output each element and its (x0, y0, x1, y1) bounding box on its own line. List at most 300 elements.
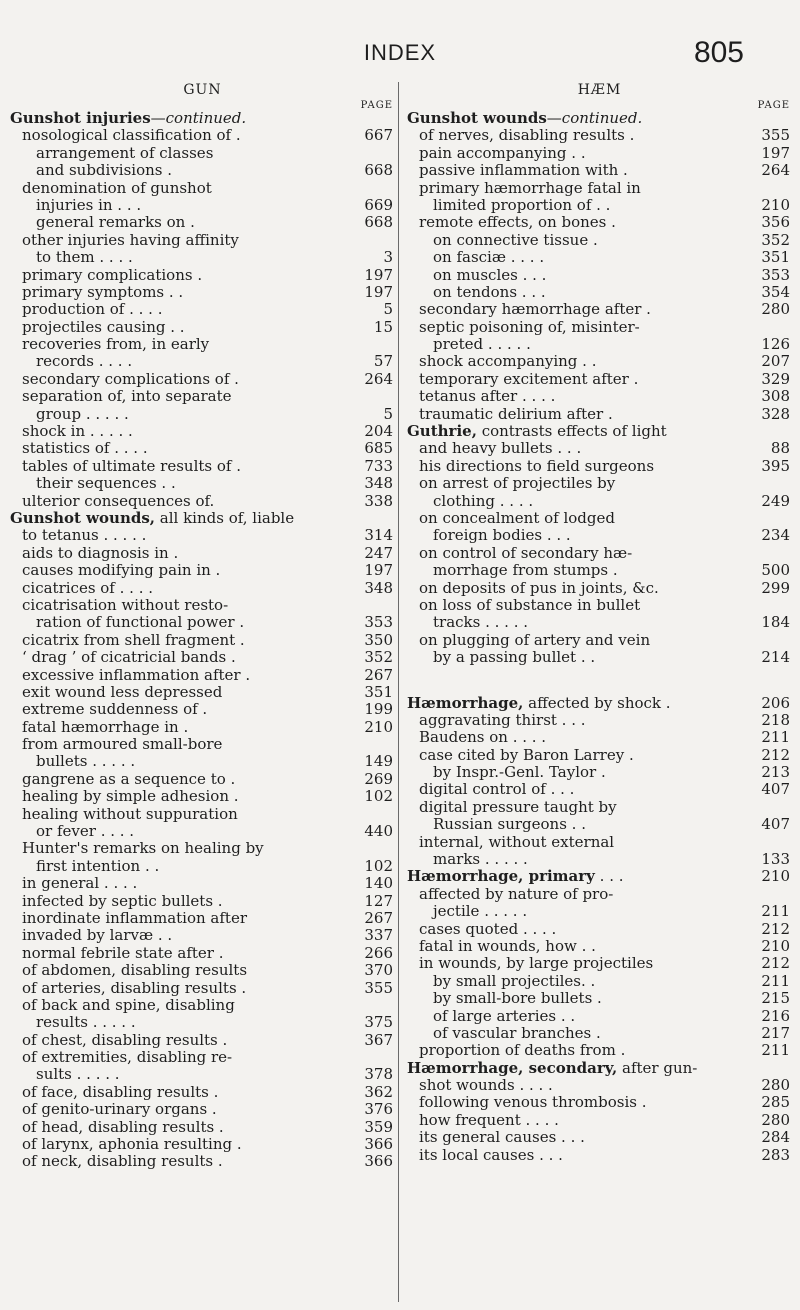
entry-description: tracks . . . . . (433, 613, 529, 632)
index-subentry (10, 127, 395, 144)
page-column-label: PAGE (757, 100, 790, 111)
entry-description: arrangement of classes (36, 143, 214, 162)
index-subentry (10, 1119, 395, 1136)
entry-dash: — (150, 109, 166, 127)
index-subentry (10, 771, 395, 788)
entry-description: and subdivisions . (36, 161, 173, 180)
entry-description: of neck, disabling results . (22, 1152, 223, 1171)
entry-text (36, 753, 135, 770)
index-subentry (10, 875, 395, 892)
entry-text (36, 162, 172, 179)
index-subentry (10, 823, 395, 840)
entry-text (22, 493, 214, 510)
entry-description: causes modifying pain in . (22, 561, 221, 580)
entry-text (433, 562, 618, 579)
entry-description: separation of, into separate (22, 387, 232, 406)
entry-text (419, 371, 638, 388)
entry-text (433, 527, 571, 544)
entry-text (419, 799, 617, 816)
entry-description: pain accompanying . . (419, 143, 586, 162)
entry-text (22, 667, 250, 684)
index-subentry (407, 834, 792, 851)
column-divider (398, 82, 399, 1302)
index-entry-heading (407, 110, 792, 127)
entry-text (419, 729, 546, 746)
index-subentry (407, 214, 792, 231)
index-subentry (10, 197, 395, 214)
index-subentry (10, 753, 395, 770)
entry-text (419, 545, 632, 562)
entry-text (419, 834, 614, 851)
page-reference: 211 (761, 902, 790, 921)
index-subentry (10, 719, 395, 736)
page-reference: 376 (364, 1100, 393, 1119)
entry-text (407, 1060, 697, 1077)
entry-text (22, 440, 148, 457)
page-reference: 351 (761, 248, 790, 267)
entry-text (433, 990, 602, 1007)
entry-description: cicatrix from shell fragment . (22, 630, 245, 649)
entry-text (407, 868, 624, 885)
entry-heading-term: Hæmorrhage, secondary, (407, 1058, 618, 1077)
entry-description: their sequences . . (36, 474, 176, 493)
page-reference: 57 (373, 352, 393, 371)
entry-description: jectile . . . . . (433, 902, 528, 921)
page-reference: 351 (364, 682, 393, 701)
page-reference: 266 (364, 943, 393, 962)
entry-description: recoveries from, in early (22, 335, 210, 354)
page-reference: 197 (364, 561, 393, 580)
page-reference: 370 (364, 961, 393, 980)
entry-description: proportion of deaths from . (419, 1041, 626, 1060)
index-title: INDEX (363, 40, 437, 65)
page-reference: 366 (364, 1152, 393, 1171)
index-subentry (10, 1101, 395, 1118)
index-subentry (10, 1049, 395, 1066)
entry-text (419, 1042, 625, 1059)
entry-description: clothing . . . . (433, 491, 534, 510)
index-subentry (10, 1136, 395, 1153)
index-subentry (407, 1008, 792, 1025)
index-subentry (407, 458, 792, 475)
entry-text (22, 632, 245, 649)
page-reference: 149 (364, 752, 393, 771)
index-subentry (10, 371, 395, 388)
entry-description: his directions to field surgeons (419, 456, 655, 475)
index-subentry (407, 475, 792, 492)
entry-description: following venous thrombosis . (419, 1093, 647, 1112)
entry-text (22, 719, 188, 736)
entry-text (419, 955, 653, 972)
entry-text (36, 823, 134, 840)
entry-description: statistics of . . . . (22, 439, 148, 458)
entry-description: digital pressure taught by (419, 797, 617, 816)
entry-text (22, 962, 247, 979)
entry-text (22, 1032, 227, 1049)
index-subentry (10, 353, 395, 370)
index-subentry (10, 388, 395, 405)
index-subentry (407, 781, 792, 798)
entry-text (22, 910, 247, 927)
entry-text (22, 1136, 242, 1153)
index-subentry (10, 301, 395, 318)
entry-description: shock in . . . . . (22, 422, 133, 441)
entry-text (22, 806, 238, 823)
index-subentry (407, 747, 792, 764)
entry-description: ulterior consequences of. (22, 491, 215, 510)
entry-text (419, 475, 615, 492)
index-subentry (10, 249, 395, 266)
page-reference: 215 (761, 989, 790, 1008)
entry-heading-term: Gunshot wounds, (10, 508, 156, 527)
page-reference: 207 (761, 352, 790, 371)
entry-description: fatal hæmorrhage in . (22, 717, 189, 736)
entry-text (22, 319, 185, 336)
entry-text (407, 423, 667, 440)
entry-description: group . . . . . (36, 404, 129, 423)
index-entry-heading (10, 110, 395, 127)
page-reference: 184 (761, 613, 790, 632)
entry-description: in general . . . . (22, 874, 138, 893)
page-reference: 210 (761, 195, 790, 214)
index-subentry (407, 545, 792, 562)
entry-description: digital control of . . . (419, 780, 575, 799)
index-subentry (407, 180, 792, 197)
page-reference: 500 (761, 561, 790, 580)
entry-text (419, 510, 615, 527)
page-header (0, 0, 800, 80)
index-subentry (10, 145, 395, 162)
entry-description: preted . . . . . (433, 335, 531, 354)
entry-description: on control of secondary hæ- (419, 543, 633, 562)
index-subentry (407, 232, 792, 249)
entry-description: all kinds of, liable (155, 508, 295, 527)
entry-text (419, 127, 634, 144)
index-subentry (407, 955, 792, 972)
entry-description: after gun- (617, 1058, 698, 1077)
index-subentry (407, 336, 792, 353)
index-subentry (407, 816, 792, 833)
entry-description: production of . . . . (22, 300, 163, 319)
index-subentry (407, 527, 792, 544)
entry-heading-term: Hæmorrhage, primary (407, 867, 595, 886)
entry-description: secondary hæmorrhage after . (419, 300, 651, 319)
entry-text (407, 110, 642, 127)
index-subentry (407, 597, 792, 614)
index-subentry (407, 886, 792, 903)
entry-text (36, 353, 132, 370)
entry-description: to them . . . . (36, 248, 133, 267)
entry-text (419, 214, 616, 231)
entry-text (10, 110, 246, 127)
entry-description: invaded by larvæ . . (22, 926, 173, 945)
page-column-label: PAGE (360, 100, 393, 111)
page-reference: 211 (761, 728, 790, 747)
entry-text (433, 816, 586, 833)
index-subentry (10, 858, 395, 875)
page-reference: 199 (364, 700, 393, 719)
index-column-left (10, 82, 395, 1171)
entry-text (419, 712, 586, 729)
entry-text (419, 781, 574, 798)
index-subentry (10, 788, 395, 805)
page-reference: 213 (761, 763, 790, 782)
entry-description: Baudens on . . . . (419, 728, 547, 747)
entry-description: of back and spine, disabling (22, 995, 235, 1014)
page-reference: 667 (364, 126, 393, 145)
entry-text (419, 632, 650, 649)
entry-text (22, 684, 222, 701)
index-entry-heading (407, 423, 792, 440)
index-subentry (10, 597, 395, 614)
page-number: 805 (693, 36, 744, 69)
entry-description: aids to diagnosis in . (22, 543, 179, 562)
entry-description: from armoured small-bore (22, 735, 223, 754)
entry-description: its general causes . . . (419, 1128, 585, 1147)
entry-text (22, 1049, 232, 1066)
page-reference: 352 (364, 648, 393, 667)
entry-description: to tetanus . . . . . (22, 526, 147, 545)
entry-text (419, 747, 634, 764)
index-subentry (407, 1112, 792, 1129)
entry-description: aggravating thirst . . . (419, 710, 586, 729)
entry-text (22, 458, 241, 475)
entry-text (419, 388, 555, 405)
entry-description: on fasciæ . . . . (433, 248, 545, 267)
entry-text (433, 764, 606, 781)
entry-text (36, 145, 213, 162)
entry-text (22, 545, 178, 562)
continued-label: continued. (561, 109, 643, 127)
page-reference: 440 (364, 822, 393, 841)
entry-description: affected by shock . (523, 693, 671, 712)
index-subentry (407, 973, 792, 990)
index-subentry (407, 764, 792, 781)
entry-text (407, 695, 671, 712)
index-subentry (10, 667, 395, 684)
entry-text (22, 701, 207, 718)
entry-description: exit wound less depressed (22, 682, 223, 701)
page-reference: 669 (364, 195, 393, 214)
guide-word: HÆM (577, 82, 622, 98)
index-subentry (10, 945, 395, 962)
entry-description: case cited by Baron Larrey . (419, 745, 634, 764)
index-subentry (10, 214, 395, 231)
entry-description: cicatrices of . . . . (22, 578, 154, 597)
page-reference: 350 (364, 630, 393, 649)
index-subentry (10, 440, 395, 457)
page-reference: 359 (364, 1117, 393, 1136)
entry-text (22, 127, 241, 144)
entry-heading-term: Guthrie, (407, 422, 477, 441)
entry-text (22, 980, 246, 997)
index-subentry (407, 440, 792, 457)
entry-text (419, 353, 596, 370)
entry-description: cicatrisation without resto- (22, 595, 229, 614)
index-subentry (407, 580, 792, 597)
page-reference: 366 (364, 1135, 393, 1154)
page-reference: 356 (761, 213, 790, 232)
entry-text (22, 875, 137, 892)
page-reference: 283 (761, 1145, 790, 1164)
page-reference: 395 (761, 456, 790, 475)
entry-text (419, 886, 613, 903)
entry-description: on arrest of projectiles by (419, 474, 616, 493)
page-reference: 362 (364, 1082, 393, 1101)
entry-description: general remarks on . (36, 213, 195, 232)
entry-description: on connective tissue . (433, 230, 598, 249)
entry-text (419, 162, 628, 179)
index-subentry (10, 336, 395, 353)
entry-description: tables of ultimate results of . (22, 456, 242, 475)
entry-description: gangrene as a sequence to . (22, 769, 236, 788)
entry-description: internal, without external (419, 832, 615, 851)
page-reference: 218 (761, 710, 790, 729)
entry-text (36, 406, 129, 423)
index-subentry (10, 423, 395, 440)
entry-text (22, 301, 162, 318)
page-reference: 140 (364, 874, 393, 893)
entry-description: of abdomen, disabling results (22, 961, 248, 980)
page-reference: 668 (364, 213, 393, 232)
entry-description: remote effects, on bones . (419, 213, 616, 232)
entry-description: in wounds, by large projectiles (419, 954, 654, 973)
index-subentry (10, 475, 395, 492)
entry-text (433, 493, 533, 510)
index-subentry (10, 736, 395, 753)
index-subentry (10, 580, 395, 597)
page-reference: 102 (364, 856, 393, 875)
entry-description: on loss of substance in bullet (419, 595, 641, 614)
index-subentry (10, 840, 395, 857)
index-subentry (407, 371, 792, 388)
page-reference: 267 (364, 908, 393, 927)
index-entry-heading (407, 1060, 792, 1077)
entry-description: shot wounds . . . . (419, 1076, 553, 1095)
entry-text (433, 284, 546, 301)
index-subentry (407, 267, 792, 284)
page-reference: 206 (761, 693, 790, 712)
index-subentry (10, 162, 395, 179)
page-reference: 102 (364, 787, 393, 806)
entry-text (36, 214, 195, 231)
entry-text (22, 527, 146, 544)
page-reference: 133 (761, 850, 790, 869)
index-subentry (10, 319, 395, 336)
index-subentry (407, 510, 792, 527)
entry-description: of larynx, aphonia resulting . (22, 1135, 242, 1154)
entry-text (433, 197, 610, 214)
index-subentry (10, 962, 395, 979)
page-reference: 375 (364, 1013, 393, 1032)
entry-description: healing without suppuration (22, 804, 238, 823)
entry-description: of nerves, disabling results . (419, 126, 635, 145)
entry-text (22, 180, 212, 197)
entry-description: on concealment of lodged (419, 508, 615, 527)
index-subentry (407, 127, 792, 144)
entry-description: or fever . . . . (36, 822, 135, 841)
entry-text (22, 336, 209, 353)
entry-text (22, 893, 223, 910)
entry-text (22, 649, 236, 666)
page-reference: 280 (761, 1110, 790, 1129)
entry-text (22, 927, 172, 944)
entry-description: results . . . . . (36, 1013, 136, 1032)
index-subentry (407, 388, 792, 405)
index-subentry (10, 1153, 395, 1170)
page-reference: 210 (761, 936, 790, 955)
entry-text (22, 597, 228, 614)
entry-description: on plugging of artery and vein (419, 630, 651, 649)
entry-description: of head, disabling results . (22, 1117, 224, 1136)
entry-description: secondary complications of . (22, 369, 239, 388)
page-reference: 3 (383, 248, 393, 267)
index-subentry (407, 197, 792, 214)
entry-description: by a passing bullet . . (433, 648, 596, 667)
entry-description: ‘ drag ’ of cicatricial bands . (22, 648, 236, 667)
page-reference: 407 (761, 780, 790, 799)
entry-description: of extremities, disabling re- (22, 1048, 233, 1067)
entry-description: contrasts effects of light (476, 422, 667, 441)
entry-description: on muscles . . . (433, 265, 547, 284)
page-reference: 353 (364, 613, 393, 632)
page-reference: 685 (364, 439, 393, 458)
entry-description: of chest, disabling results . (22, 1030, 228, 1049)
index-column-right (407, 82, 792, 1164)
entry-text (36, 197, 141, 214)
index-subentry (407, 353, 792, 370)
entry-description: of large arteries . . (433, 1006, 576, 1025)
entry-description: Russian surgeons . . (433, 815, 586, 834)
entry-description: records . . . . (36, 352, 133, 371)
entry-text (419, 180, 641, 197)
entry-description: extreme suddenness of . (22, 700, 208, 719)
entry-description: infected by septic bullets . (22, 891, 223, 910)
page-reference: 249 (761, 491, 790, 510)
index-subentry (407, 162, 792, 179)
entry-description: of vascular branches . (433, 1023, 601, 1042)
page-reference: 280 (761, 300, 790, 319)
entry-description: and heavy bullets . . . (419, 439, 582, 458)
index-subentry (407, 990, 792, 1007)
entry-text (419, 580, 659, 597)
entry-text (22, 232, 239, 249)
entry-text (36, 1066, 120, 1083)
page-reference: 352 (761, 230, 790, 249)
entry-text (22, 562, 220, 579)
entry-text (419, 458, 654, 475)
index-subentry (10, 562, 395, 579)
page-reference: 348 (364, 578, 393, 597)
page-reference: 280 (761, 1076, 790, 1095)
page-reference: 212 (761, 919, 790, 938)
index-subentry (10, 910, 395, 927)
entry-text (419, 938, 596, 955)
entry-description: . . . (594, 867, 624, 886)
entry-text (419, 597, 640, 614)
page-reference: 308 (761, 387, 790, 406)
index-subentry (10, 527, 395, 544)
entry-text (433, 903, 527, 920)
index-subentry (407, 614, 792, 631)
entry-description: first intention . . (36, 856, 160, 875)
entry-description: of genito-urinary organs . (22, 1100, 217, 1119)
entry-text (433, 1008, 575, 1025)
entry-text (419, 1147, 563, 1164)
entry-text (22, 945, 223, 962)
entry-description: injuries in . . . (36, 195, 142, 214)
page-reference: 337 (364, 926, 393, 945)
